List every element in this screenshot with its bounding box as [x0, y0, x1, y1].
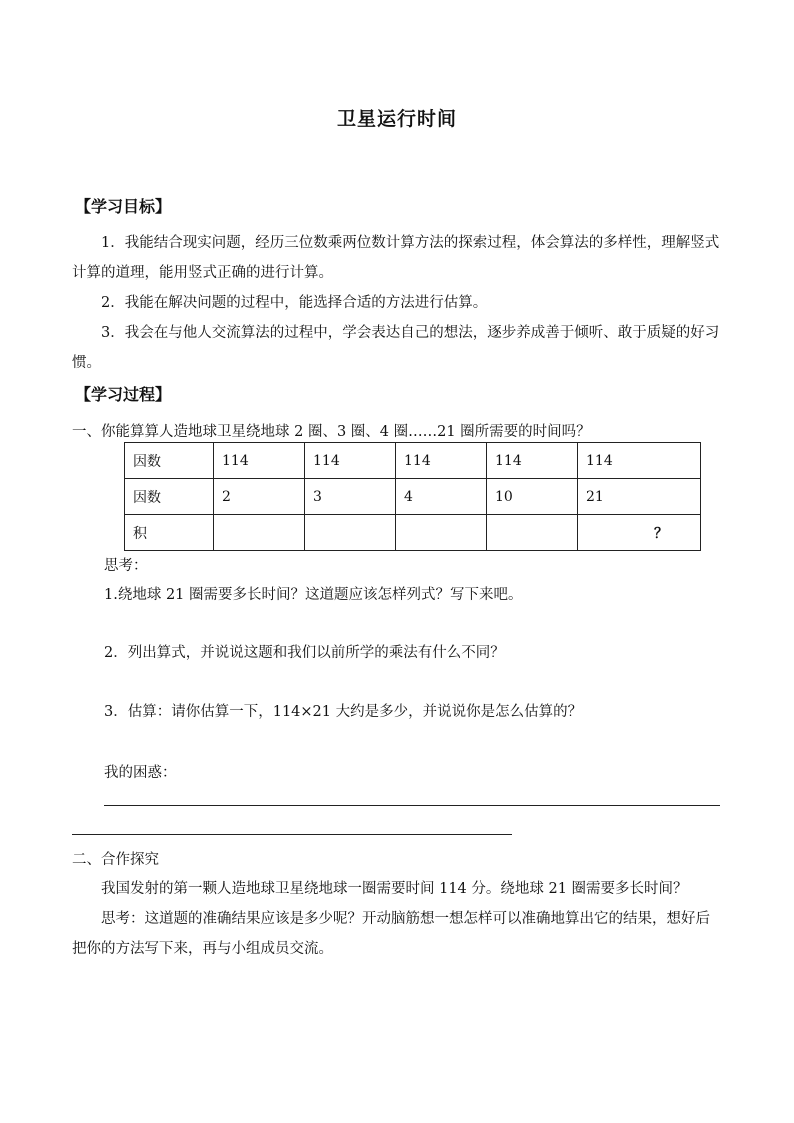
table-cell: 21 — [578, 479, 701, 515]
table-row — [125, 479, 701, 515]
answer-cell-unknown[interactable]: ？ — [578, 515, 701, 551]
table-cell: 114 — [305, 443, 396, 479]
question-3: 3．估算：请你估算一下，114×21 大约是多少，并说说你是怎么估算的？ — [104, 704, 583, 720]
part2-paragraph-2: 思考：这道题的准确结果应该是多少呢？开动脑筋想一想怎样可以准确地算出它的结果，想好后把你的方法写下来，再与小组成员交流。 — [72, 911, 710, 957]
part1-question: 一、你能算算人造地球卫星绕地球 2 圈、3 圈、4 圈……21 圈所需要的时间吗？ — [72, 424, 591, 440]
question-1: 1.绕地球 21 圈需要多长时间？这道题应该怎样列式？写下来吧。 — [104, 587, 523, 603]
table-cell: 3 — [305, 479, 396, 515]
table-row — [125, 443, 701, 479]
part2-heading: 二、合作探究 — [72, 852, 159, 868]
factor-table — [124, 442, 701, 551]
table-cell: 因数 — [125, 443, 214, 479]
page-title: 卫星运行时间 — [336, 108, 457, 130]
answer-cell[interactable] — [305, 515, 396, 551]
part2-paragraph-1: 我国发射的第一颗人造地球卫星绕地球一圈需要时间 114 分。绕地球 21 圈需要多长时间？ — [101, 881, 688, 897]
answer-cell[interactable] — [396, 515, 487, 551]
answer-cell[interactable] — [487, 515, 578, 551]
table-cell: 114 — [578, 443, 701, 479]
table-cell: 4 — [396, 479, 487, 515]
goal-item-1: 1．我能结合现实问题，经历三位数乘两位数计算方法的探索过程，体会算法的多样性，理解竖式计算的道理，能用竖式正确的进行计算。 — [72, 235, 720, 281]
table-row — [125, 515, 701, 551]
table-cell: 因数 — [125, 479, 214, 515]
table-cell: 2 — [214, 479, 305, 515]
table-cell: 114 — [487, 443, 578, 479]
table-cell: 积 — [125, 515, 214, 551]
answer-line[interactable] — [104, 805, 720, 806]
table-cell: 10 — [487, 479, 578, 515]
answer-cell[interactable] — [214, 515, 305, 551]
goal-item-2: 2．我能在解决问题的过程中，能选择合适的方法进行估算。 — [101, 295, 488, 311]
process-heading: 【学习过程】 — [75, 385, 172, 404]
goal-item-3: 3．我会在与他人交流算法的过程中，学会表达自己的想法，逐步养成善于倾听、敢于质疑的好习惯。 — [72, 325, 720, 371]
table-cell: 114 — [214, 443, 305, 479]
think-label: 思考： — [104, 558, 148, 574]
answer-line[interactable] — [72, 834, 512, 835]
goals-heading: 【学习目标】 — [75, 197, 172, 216]
table-cell: 114 — [396, 443, 487, 479]
question-2: 2．列出算式，并说说这题和我们以前所学的乘法有什么不同？ — [104, 645, 505, 661]
confusion-label: 我的困惑： — [104, 765, 177, 781]
